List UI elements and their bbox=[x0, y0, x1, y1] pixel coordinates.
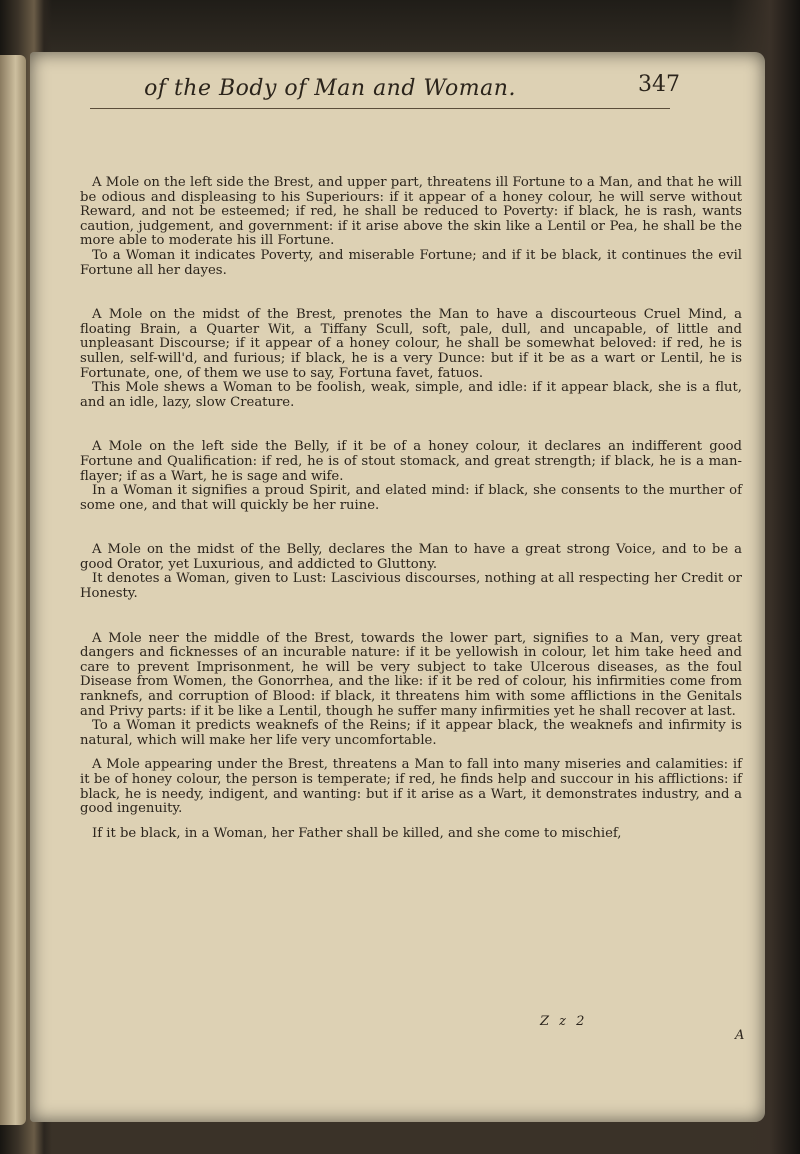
page-number: 347 bbox=[638, 72, 680, 97]
facing-page-edge bbox=[0, 55, 26, 1125]
paragraph: A Mole neer the middle of the Brest, towards the lower part, signifies to a Man, very great dangers and ficknesses of an incurable nature: if it be yellowish in colour, let him take heed and care to prevent Imprisonment, he will be very subject to take Ulcerous diseases, as the foul Disease from Women, the Gonorrhea, and the like: if it be red of colour, his infirmities come from ranknefs, and corruption of Blood: if black, it threatens him with some afflictions in the Genitals and Privy parts: if it be like a Lentil, though he suffer many infirmities yet he shall recover at last. bbox=[80, 630, 742, 719]
paragraph: To a Woman it predicts weaknefs of the Reins; if it appear black, the weaknefs and infirmity is natural, which will make her life very uncomfortable. bbox=[80, 718, 742, 748]
paragraph: A Mole on the left side the Belly, if it be of a honey colour, it declares an indifferent good Fortune and Qualification: if red, he is of stout stomack, and great strength; if black, he is a man-flayer; if as a Wart, he is sage and wife. bbox=[80, 439, 742, 484]
running-title: of the Body of Man and Woman. bbox=[144, 76, 516, 101]
page-header bbox=[90, 70, 680, 116]
signature-mark: Z z 2 bbox=[540, 1014, 588, 1029]
catchword: A bbox=[735, 1028, 745, 1043]
paragraph: A Mole on the midst of the Brest, prenotes the Man to have a discourteous Cruel Mind, a floating Brain, a Quarter Wit, a Tiffany Scull, soft, pale, dull, and uncapable, of little and unpleasant Discourse; if it appear of a honey colour, he shall be somewhat beloved: if red, he is sullen, self-will'd, and furious; if black, he is a very Dunce: but if it be as a wart or Lentil, he is Fortunate, one, of them we use to say, Fortuna favet, fatuos. bbox=[80, 307, 742, 381]
header-rule bbox=[90, 108, 670, 110]
paragraph: This Mole shews a Woman to be foolish, weak, simple, and idle: if it appear black, she is a flut, and an idle, lazy, slow Creature. bbox=[80, 380, 742, 410]
paragraph: If it be black, in a Woman, her Father shall be killed, and she come to mischief, bbox=[92, 825, 622, 841]
paragraph: A Mole on the midst of the Belly, declares the Man to have a great strong Voice, and to be a good Orator, yet Luxurious, and addicted to Gluttony. bbox=[80, 542, 742, 572]
paragraph: It denotes a Woman, given to Lust: Lascivious discourses, nothing at all respecting her Credit or Honesty. bbox=[80, 571, 742, 602]
body-text bbox=[80, 176, 742, 841]
paragraph: In a Woman it signifies a proud Spirit, and elated mind: if black, she consents to the murther of some one, and that will quickly be her ruine. bbox=[80, 483, 742, 513]
paragraph: To a Woman it indicates Poverty, and miserable Fortune; and if it be black, it continues the evil Fortune all her dayes. bbox=[80, 247, 742, 278]
paragraph: A Mole appearing under the Brest, threatens a Man to fall into many miseries and calamities: if it be of honey colour, the person is temperate; if red, he finds help and succour in his afflictions: if black, he is needy, indigent, and wanting: but if it arise as a Wart, it demonstrates industry, and a good ingenuity. bbox=[80, 757, 742, 817]
paragraph: A Mole on the left side the Brest, and upper part, threatens ill Fortune to a Man, and that he will be odious and displeasing to his Superiours: if it appear of a honey colour, he will serve without Reward, and not be esteemed; if red, he shall be reduced to Poverty: if black, he is rash, wants caution, judgement, and government: if it arise above the skin like a Lentil or Pea, he shall be the more able to moderate his ill Fortune. bbox=[80, 175, 742, 249]
